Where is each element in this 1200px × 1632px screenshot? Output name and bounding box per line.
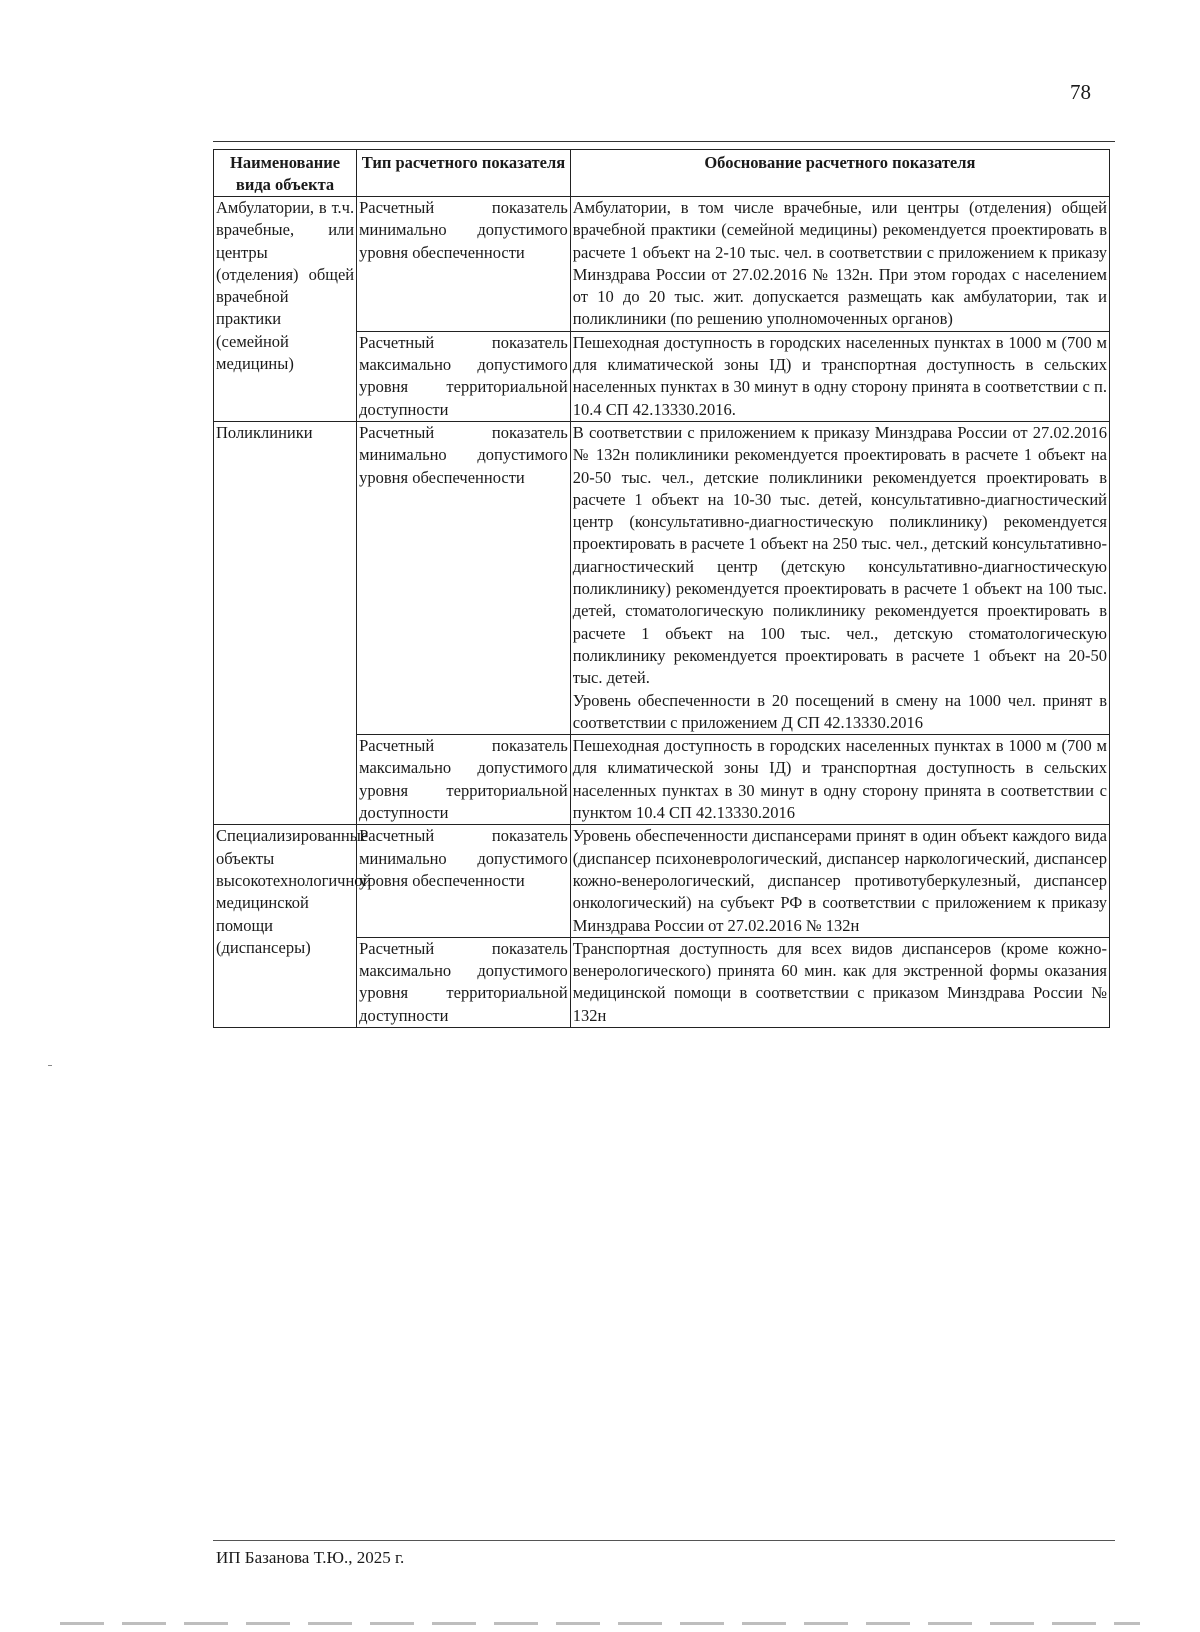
indicator-type-cell: Расчетный показатель максимально допустимого уровня территориальной доступности <box>357 735 571 825</box>
scan-artifact <box>48 1065 52 1066</box>
object-name-cell: Специализированные объекты высокотехнологичной медицинской помощи (диспансеры) <box>214 825 357 1028</box>
page-number: 78 <box>1070 80 1091 104</box>
footer-rule <box>213 1540 1115 1541</box>
justification-paragraph: В соответствии с приложением к приказу Минздрава России от 27.02.2016 № 132н поликлиники рекомендуется проектировать в расчете 1 объект на 20-50 тыс. чел., детские поликлиники рекомендуется проектировать в расчете 1 объект на 10-30 тыс. детей, консультативно-диагностический центр (консультативно-диагностическую поликлинику) рекомендуется проектировать в расчете 1 объект на 250 тыс. чел., детский консультативно-диагностический центр (детскую консультативно-диагностическую поликлинику) рекомендуется проектировать в расчете 1 объект на 100 тыс. детей, стоматологическую поликлинику рекомендуется проектировать в расчете 1 объект на 100 тыс. чел., детскую стоматологическую поликлинику рекомендуется проектировать в расчете 1 объект на 20-50 тыс. детей. <box>572 422 1107 688</box>
justification-cell <box>570 421 1109 734</box>
justification-cell: Уровень обеспеченности диспансерами принят в один объект каждого вида (диспансер психоневрологический, диспансер наркологический, диспансер кожно-венерологический, диспансер противотуберкулезный, диспансер онкологический) на субъект РФ в соответствии с приложением к приказу Минздрава России от 27.02.2016 № 132н <box>570 825 1109 937</box>
indicator-type-cell: Расчетный показатель минимально допустимого уровня обеспеченности <box>357 825 571 937</box>
indicators-table <box>213 149 1110 1028</box>
justification-paragraph: Уровень обеспеченности в 20 посещений в смену на 1000 чел. принят в соответствии с приложением Д СП 42.13330.2016 <box>572 690 1107 732</box>
object-name-cell: Поликлиники <box>214 421 357 824</box>
justification-cell: Транспортная доступность для всех видов диспансеров (кроме кожно-венерологического) принята 60 мин. как для экстренной формы оказания медицинской помощи в соответствии с приказом Минздрава России № 132н <box>570 937 1109 1027</box>
indicator-type-cell: Расчетный показатель минимально допустимого уровня обеспеченности <box>357 421 571 734</box>
table-header-row <box>214 150 1110 197</box>
justification-cell: Амбулатории, в том числе врачебные, или центры (отделения) общей врачебной практики (семейной медицины) рекомендуется проектировать в расчете 1 объект на 2-10 тыс. чел. в соответствии с приложением к приказу Минздрава России от 27.02.2016 № 132н. При этом городах с населением от 10 до 20 тыс. жит. допускается размещать как амбулатории, так и поликлиники (по решению уполномоченных органов) <box>570 197 1109 332</box>
header-indicator-type: Тип расчетного показателя <box>357 150 571 197</box>
scan-edge-marks <box>60 1622 1140 1625</box>
indicator-type-cell: Расчетный показатель минимально допустимого уровня обеспеченности <box>357 197 571 332</box>
footer-text: ИП Базанова Т.Ю., 2025 г. <box>216 1548 405 1567</box>
justification-cell: Пешеходная доступность в городских населенных пунктах в 1000 м (700 м для климатической зоны ІД) и транспортная доступность в сельских населенных пунктах в 30 минут в одну сторону принята в соответствии с п. 10.4 СП 42.13330.2016. <box>570 331 1109 421</box>
table-row <box>214 421 1110 734</box>
header-justification: Обоснование расчетного показателя <box>570 150 1109 197</box>
indicator-type-cell: Расчетный показатель максимально допустимого уровня территориальной доступности <box>357 331 571 421</box>
object-name-cell: Амбулатории, в т.ч. врачебные, или центры (отделения) общей врачебной практики (семейной медицины) <box>214 197 357 422</box>
justification-cell: Пешеходная доступность в городских населенных пунктах в 1000 м (700 м для климатической зоны ІД) и транспортная доступность в сельских населенных пунктах в 30 минут в одну сторону принята в соответствии с пунктом 10.4 СП 42.13330.2016 <box>570 735 1109 825</box>
table-row <box>214 825 1110 937</box>
header-object-name: Наименование вида объекта <box>214 150 357 197</box>
indicator-type-cell: Расчетный показатель максимально допустимого уровня территориальной доступности <box>357 937 571 1027</box>
table-row <box>214 197 1110 332</box>
header-rule <box>213 141 1115 142</box>
